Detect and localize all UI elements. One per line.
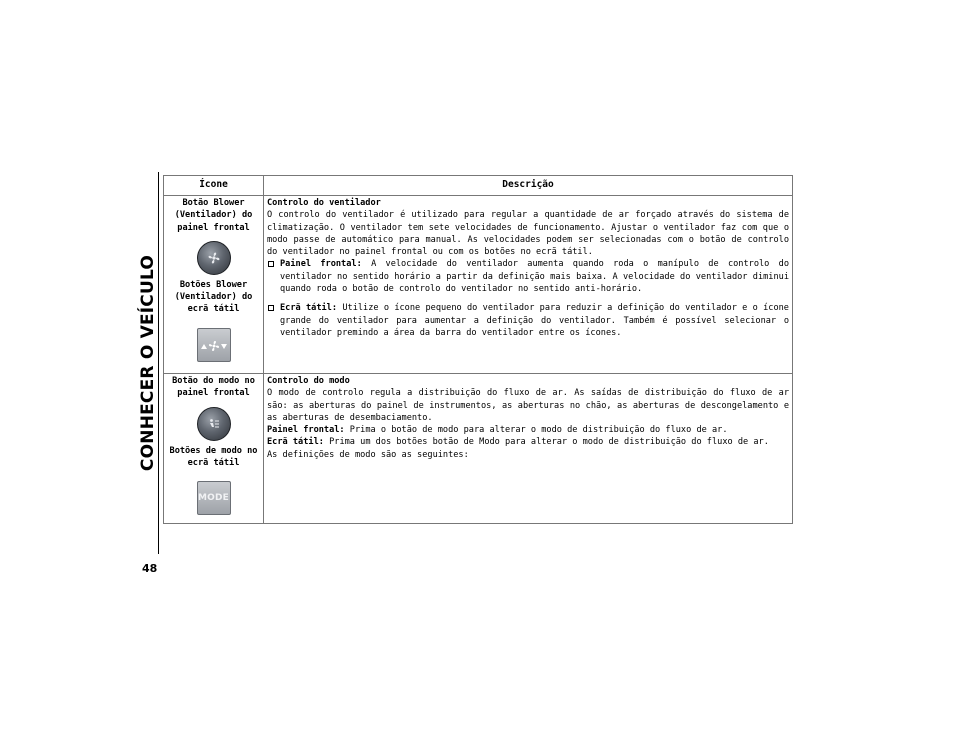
mode-line-front-panel bbox=[267, 424, 789, 436]
bullet-text: Utilize o ícone pequeno do ventilador para reduzir a definição do ventilador e o ícone grande do ventilador para aumentar a definição do ventilador. Também é possível selecionar o ventilador premindo a área da barra do ventilador entre os ícones. bbox=[280, 303, 789, 338]
section-title bbox=[138, 178, 158, 548]
section-title-text: CONHECER O VEÍCULO bbox=[138, 254, 158, 472]
mode-control-intro: O modo de controlo regula a distribuição do fluxo de ar. As saídas de distribuição do fluxo de ar são: as aberturas do painel de instrumentos, as aberturas no chão, as aberturas de descongelamento e as aberturas de desembaciamento. bbox=[267, 388, 789, 423]
icon-cell-blower bbox=[164, 196, 264, 374]
table-row-mode bbox=[164, 374, 793, 524]
bullet-text: A velocidade do ventilador aumenta quando roda o manípulo de controlo do ventilador no sentido horário a partir da definição mais baixa. A velocidade do ventilador diminui quando roda o botão de controlo do ventilador no sentido anti-horário. bbox=[280, 259, 789, 295]
bullet-label: Ecrã tátil: bbox=[280, 303, 338, 314]
icon-cell-mode bbox=[164, 374, 264, 524]
blower-touch-button-icon bbox=[197, 328, 231, 362]
mode-knob-label: Botão do modo no painel frontal bbox=[172, 376, 255, 399]
line-text: Prima um dos botões botão de Modo para alterar o modo de distribuição do fluxo de ar. bbox=[329, 437, 769, 448]
mode-touch-label: Botões de modo no ecrã tátil bbox=[169, 445, 258, 468]
mode-line-touchscreen bbox=[267, 436, 789, 448]
page-number: 48 bbox=[142, 562, 158, 575]
section-divider bbox=[158, 172, 159, 554]
blower-touch-label: Botões Blower (Ventilador) do ecrã tátil bbox=[174, 279, 253, 315]
mode-button-text: MODE bbox=[197, 493, 230, 504]
table-row-blower bbox=[164, 196, 793, 374]
blower-knob-label: Botão Blower (Ventilador) do painel frontal bbox=[174, 198, 253, 233]
description-cell-blower bbox=[264, 196, 793, 374]
blower-control-intro: O controlo do ventilador é utilizado para regular a quantidade de ar forçado através do sistema de climatização. O ventilador tem sete velocidades de funcionamento. Ajustar o ventilador faz com que o modo passe de automático para manual. As velocidades podem ser selecionadas com o botão de controlo do ventilador no painel frontal ou com os botões no ecrã tátil. bbox=[267, 210, 789, 258]
mode-control-title: Controlo do modo bbox=[267, 376, 350, 386]
mode-touch-button-icon bbox=[197, 481, 231, 515]
line-label: Painel frontal: bbox=[267, 425, 345, 436]
blower-control-title: Controlo do ventilador bbox=[267, 198, 381, 208]
climate-controls-table bbox=[163, 175, 793, 524]
mode-knob-icon bbox=[197, 407, 231, 441]
header-description: Descrição bbox=[264, 176, 793, 196]
header-icon: Ícone bbox=[164, 176, 264, 196]
description-cell-mode bbox=[264, 374, 793, 524]
line-text: Prima o botão de modo para alterar o modo de distribuição do fluxo de ar. bbox=[349, 425, 728, 436]
bullet-label: Painel frontal: bbox=[280, 259, 362, 270]
blower-bullet-front-panel bbox=[267, 258, 789, 295]
line-label: Ecrã tátil: bbox=[267, 437, 324, 448]
checkbox-bullet-icon bbox=[268, 261, 274, 267]
table-header-row bbox=[164, 176, 793, 196]
blower-bullet-touchscreen bbox=[267, 302, 789, 339]
mode-settings-intro: As definições de modo são as seguintes: bbox=[267, 449, 469, 460]
blower-knob-icon bbox=[197, 241, 231, 275]
checkbox-bullet-icon bbox=[268, 305, 274, 311]
